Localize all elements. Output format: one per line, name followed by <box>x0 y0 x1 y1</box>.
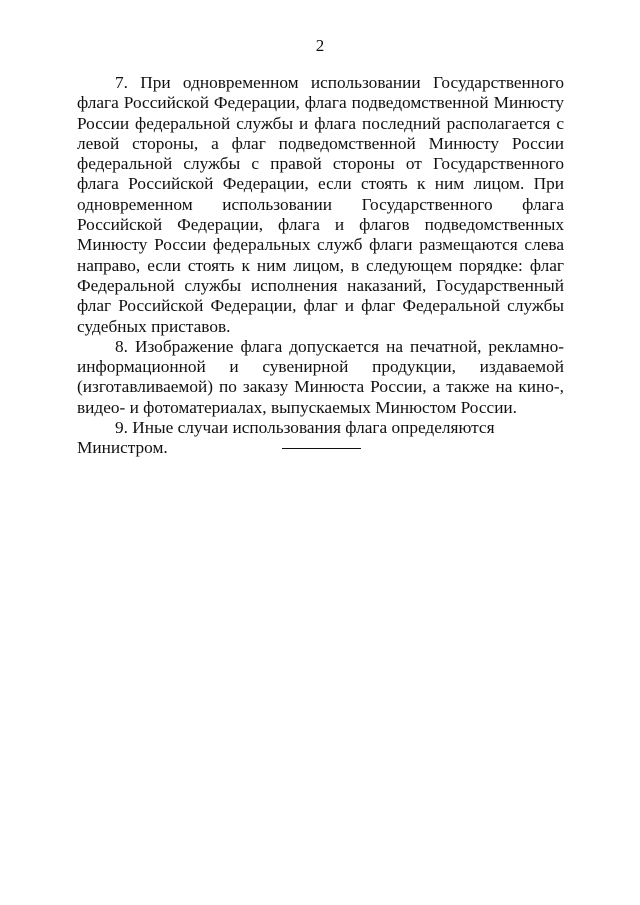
page-number: 2 <box>315 36 325 55</box>
paragraph-8 <box>77 337 564 418</box>
paragraph-text: Иные случаи использования флага определяются Министром. <box>77 418 495 458</box>
paragraph-number: 9. <box>115 418 128 438</box>
paragraph-text: Изображение флага допускается на печатной, рекламно-информационной и сувенирной продукции, издаваемой (изготавливаемой) по заказу Минюста России, а также на кино-, видео- и фотоматериалах, выпускаемых Минюстом России. <box>77 336 564 417</box>
paragraph-9 <box>77 418 564 459</box>
paragraph-number: 7. <box>115 73 128 92</box>
paragraph-number: 8. <box>115 336 128 356</box>
document-body <box>77 73 564 459</box>
paragraph-7 <box>77 73 564 337</box>
end-of-document-rule <box>282 448 361 449</box>
paragraph-text: При одновременном использовании Государственного флага Российской Федерации, флага подведомственной Минюсту России федеральной службы и флага последний располагается с левой стороны, а флаг подведомственной Минюсту России федеральной службы с правой стороны от Государственного флага Российской Федерации, если стоять к ним лицом. При одновременном использовании Государственного флага Российской Федерации, флага и флагов подведомственных Минюсту России федеральных служб флаги размещаются слева направо, если стоять к ним лицом, в следующем порядке: флаг Федеральной службы исполнения наказаний, Государственный флаг Российской Федерации, флаг и флаг Федеральной службы судебных приставов. <box>77 73 564 336</box>
